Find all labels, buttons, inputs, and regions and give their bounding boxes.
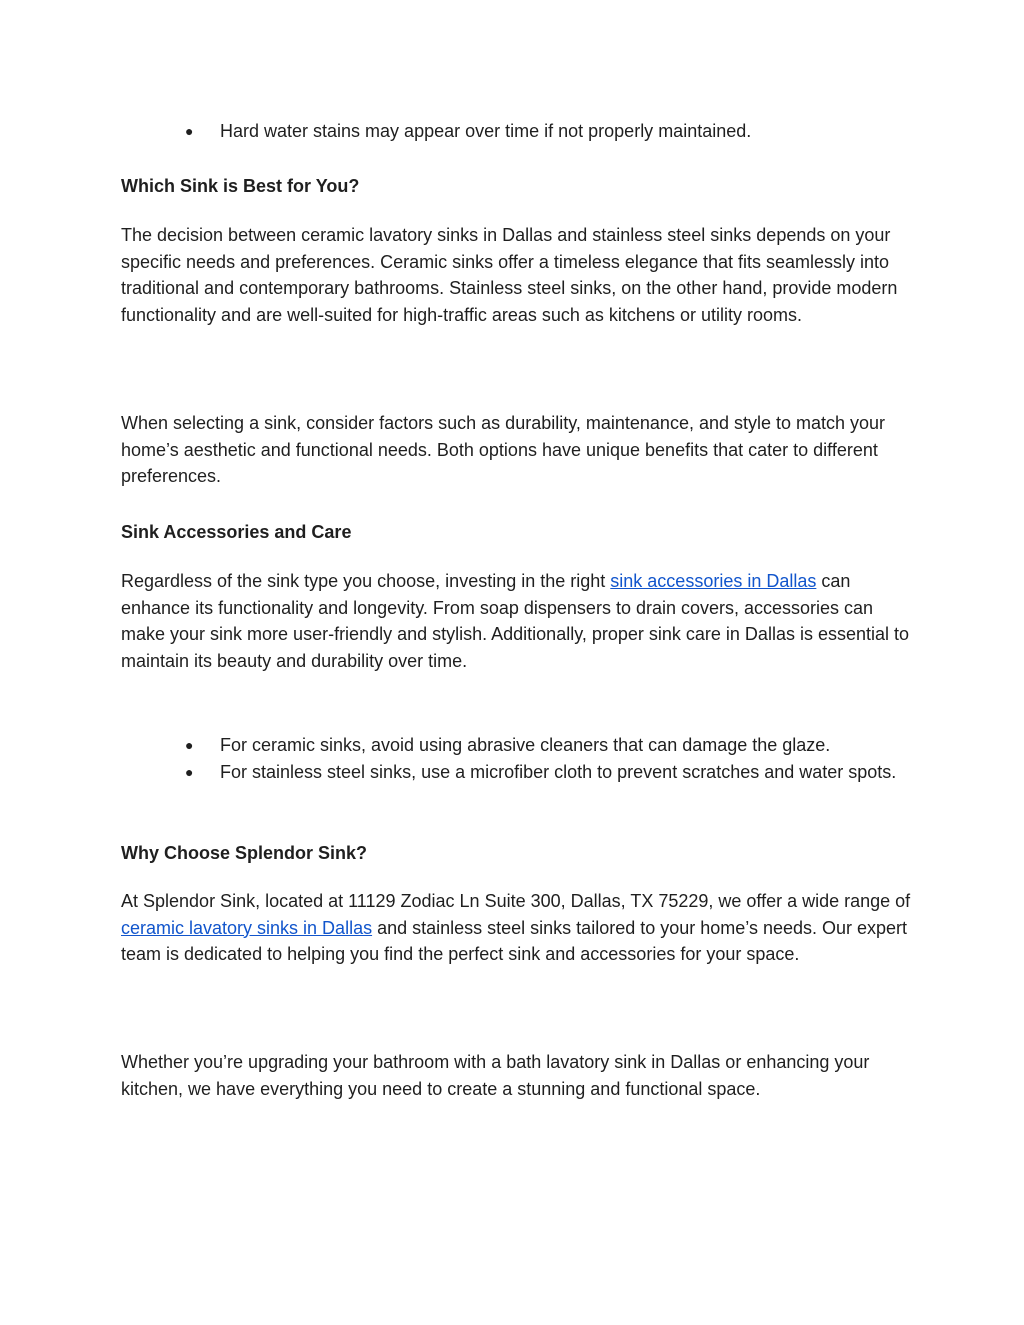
paragraph-decision: The decision between ceramic lavatory sinks in Dallas and stainless steel sinks depends on your specific needs and preferences. Ceramic sinks offer a timeless elegance that fits seamlessly into traditional and contemporary bathrooms. Stainless steel sinks, on the other hand, provide modern functionality and are well-suited for high-traffic areas such as kitchens or utility rooms. — [121, 225, 898, 325]
list-item — [185, 732, 915, 759]
bullet-icon: ● — [185, 123, 194, 139]
paragraph-text: and stainless steel sinks tailored to your home’s needs. Our expert team is dedicated to helping you find the perfect sink and accessories for your space. — [121, 917, 908, 964]
ceramic-lavatory-sinks-link[interactable]: ceramic lavatory sinks in Dallas — [121, 917, 373, 938]
heading-why-choose: Why Choose Splendor Sink? — [121, 843, 368, 863]
bullet-list-maintenance — [185, 118, 915, 145]
bullet-icon: ● — [185, 737, 194, 753]
paragraph-text: At Splendor Sink, located at 11129 Zodiac Ln Suite 300, Dallas, TX 75229, we offer a wide range of — [121, 891, 911, 911]
heading-sink-accessories: Sink Accessories and Care — [121, 522, 352, 542]
list-item — [185, 118, 915, 145]
paragraph-text: can enhance its functionality and longevity. From soap dispensers to drain covers, accessories can make your sink more user-friendly and stylish. Additionally, proper sink care in Dallas is essential to maintain its beauty and durability over time. — [121, 571, 910, 671]
list-item-text: For stainless steel sinks, use a microfiber cloth to prevent scratches and water spots. — [220, 761, 897, 782]
paragraph-selecting: When selecting a sink, consider factors such as durability, maintenance, and style to match your home’s aesthetic and functional needs. Both options have unique benefits that cater to different preferences. — [121, 413, 886, 486]
paragraph-text: Regardless of the sink type you choose, investing in the right — [121, 571, 611, 591]
paragraph-accessories — [121, 568, 911, 674]
paragraph-closing: Whether you’re upgrading your bathroom with a bath lavatory sink in Dallas or enhancing your kitchen, we have everything you need to create a stunning and functional space. — [121, 1052, 870, 1099]
paragraph-splendor — [121, 888, 911, 968]
sink-accessories-link[interactable]: sink accessories in Dallas — [610, 571, 817, 591]
list-item-text: For ceramic sinks, avoid using abrasive cleaners that can damage the glaze. — [220, 735, 831, 755]
bullet-list-care — [185, 732, 915, 785]
list-item — [185, 759, 915, 786]
list-item-text: Hard water stains may appear over time if not properly maintained. — [220, 121, 752, 141]
heading-which-sink: Which Sink is Best for You? — [121, 176, 360, 196]
bullet-icon: ● — [185, 763, 194, 780]
